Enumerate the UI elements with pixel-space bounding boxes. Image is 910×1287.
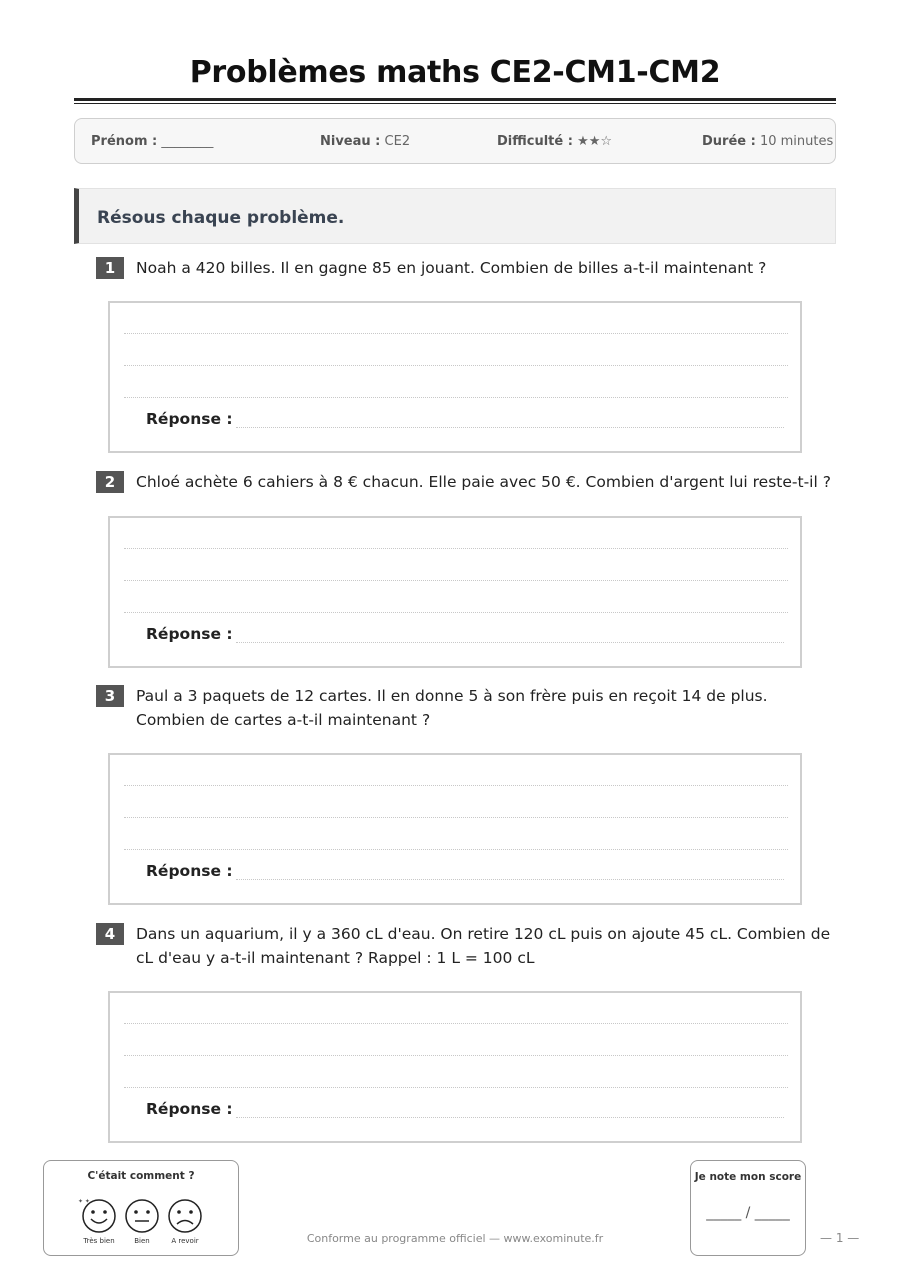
answer-box[interactable] xyxy=(108,753,802,905)
happy-face-icon[interactable] xyxy=(80,1197,118,1235)
writing-line xyxy=(124,333,788,334)
sad-face-icon[interactable] xyxy=(166,1197,204,1235)
writing-line xyxy=(124,548,788,549)
footer-text: Conforme au programme officiel — www.exominute.fr xyxy=(306,1232,604,1245)
reponse-label: Réponse : xyxy=(146,410,233,428)
difficulte-field xyxy=(497,134,612,149)
reponse-line[interactable] xyxy=(236,879,784,880)
score-title: Je note mon score xyxy=(694,1171,802,1183)
problem-number-badge: 4 xyxy=(96,923,124,945)
problem-number-badge: 1 xyxy=(96,257,124,279)
problem-text: Paul a 3 paquets de 12 cartes. Il en donne 5 à son frère puis en reçoit 14 de plus. Combien de cartes a-t-il maintenant ? xyxy=(136,687,768,729)
answer-box[interactable] xyxy=(108,991,802,1143)
duree-field xyxy=(702,134,833,149)
prenom-value: ________ xyxy=(161,134,214,149)
problem-number-badge: 2 xyxy=(96,471,124,493)
writing-line xyxy=(124,849,788,850)
feedback-title: C'était comment ? xyxy=(87,1170,195,1182)
instruction-text: Résous chaque problème. xyxy=(97,208,345,228)
writing-line xyxy=(124,1055,788,1056)
reponse-label: Réponse : xyxy=(146,1100,233,1118)
problem-text: Noah a 420 billes. Il en gagne 85 en jouant. Combien de billes a-t-il maintenant ? xyxy=(136,259,767,277)
feedback-option-label: Bien xyxy=(134,1237,150,1245)
writing-line xyxy=(124,1023,788,1024)
score-slots[interactable]: _____ / _____ xyxy=(706,1205,790,1221)
writing-line xyxy=(124,1087,788,1088)
score-box xyxy=(690,1160,806,1256)
page-title: Problèmes maths CE2-CM1-CM2 xyxy=(189,55,721,90)
writing-line xyxy=(124,817,788,818)
reponse-line[interactable] xyxy=(236,1117,784,1118)
prenom-field[interactable] xyxy=(91,134,213,149)
duree-value: 10 minutes xyxy=(759,134,834,149)
reponse-label: Réponse : xyxy=(146,862,233,880)
niveau-value: CE2 xyxy=(384,134,411,149)
title-divider xyxy=(74,98,836,101)
niveau-field xyxy=(320,134,410,149)
writing-line xyxy=(124,580,788,581)
difficulte-stars: ★★☆ xyxy=(577,134,613,149)
difficulte-label: Difficulté : xyxy=(497,134,573,149)
reponse-line[interactable] xyxy=(236,427,784,428)
problem-text: Dans un aquarium, il y a 360 cL d'eau. On retire 120 cL puis on ajoute 45 cL. Combien de cL d'eau y a-t-il maintenant ? Rappel : 1 L = 100 cL xyxy=(136,925,831,967)
duree-label: Durée : xyxy=(702,134,756,149)
answer-box[interactable] xyxy=(108,301,802,453)
student-info-box xyxy=(74,118,836,164)
reponse-line[interactable] xyxy=(236,642,784,643)
writing-line xyxy=(124,397,788,398)
problem-number-badge: 3 xyxy=(96,685,124,707)
writing-line xyxy=(124,612,788,613)
writing-line xyxy=(124,365,788,366)
title-divider-thin xyxy=(74,103,836,104)
feedback-option-label: A revoir xyxy=(171,1237,199,1245)
feedback-option-label: Très bien xyxy=(83,1237,115,1245)
reponse-label: Réponse : xyxy=(146,625,233,643)
niveau-label: Niveau : xyxy=(320,134,381,149)
problem-text: Chloé achète 6 cahiers à 8 € chacun. Elle paie avec 50 €. Combien d'argent lui reste-t-il ? xyxy=(136,473,831,491)
page-number: — 1 — xyxy=(820,1231,860,1245)
prenom-label: Prénom : xyxy=(91,134,158,149)
neutral-face-icon[interactable] xyxy=(123,1197,161,1235)
writing-line xyxy=(124,785,788,786)
instruction-banner xyxy=(74,188,836,244)
answer-box[interactable] xyxy=(108,516,802,668)
svg-text:✦ ✦: ✦ ✦ xyxy=(78,1198,90,1205)
